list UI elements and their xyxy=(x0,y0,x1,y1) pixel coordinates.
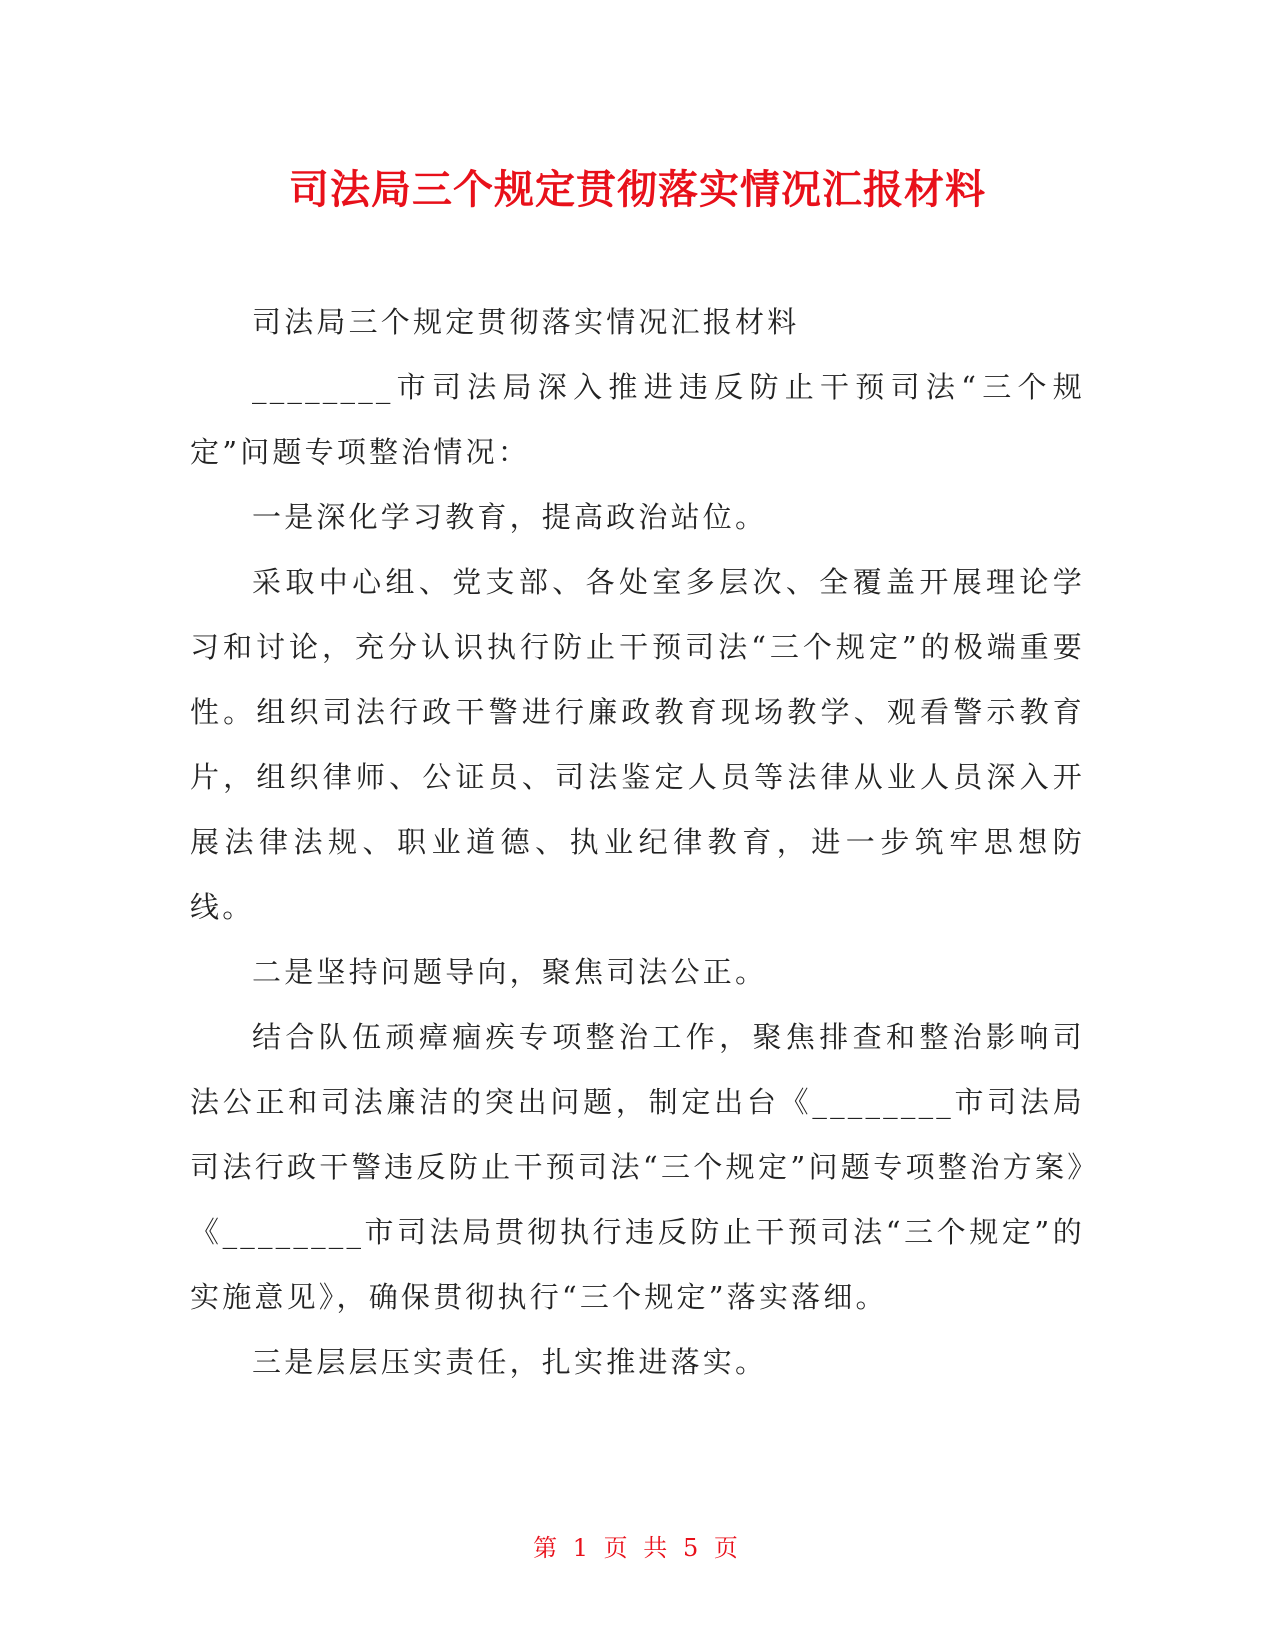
paragraph-intro: ________市司法局深入推进违反防止干预司法“三个规定”问题专项整治情况： xyxy=(190,370,1085,469)
page-number: 第 1 页 共 5 页 xyxy=(533,1534,742,1562)
paragraph-content-two: 结合队伍顽瘴痼疾专项整治工作，聚焦排查和整治影响司法公正和司法廉洁的突出问题，制定出台《________市司法局司法行政干警违反防止干预司法“三个规定”问题专项整治方案》《________市司法局贯彻执行违反防止干预司法“三个规定”的实施意见》，确保贯彻执行“三个规定”落实落细。 xyxy=(190,1020,1085,1314)
paragraph-heading-one: 一是深化学习教育，提高政治站位。 xyxy=(252,500,768,534)
paragraph-heading-three: 三是层层压实责任，扎实推进落实。 xyxy=(252,1345,768,1379)
document-body xyxy=(190,290,1085,1395)
paragraph-subtitle: 司法局三个规定贯彻落实情况汇报材料 xyxy=(252,305,800,339)
paragraph-heading-two: 二是坚持问题导向，聚焦司法公正。 xyxy=(252,955,768,989)
document-title: 司法局三个规定贯彻落实情况汇报材料 xyxy=(289,167,986,213)
paragraph-content-one: 采取中心组、党支部、各处室多层次、全覆盖开展理论学习和讨论，充分认识执行防止干预司法“三个规定”的极端重要性。组织司法行政干警进行廉政教育现场教学、观看警示教育片，组织律师、公证员、司法鉴定人员等法律从业人员深入开展法律法规、职业道德、执业纪律教育，进一步筑牢思想防线。 xyxy=(190,565,1085,924)
